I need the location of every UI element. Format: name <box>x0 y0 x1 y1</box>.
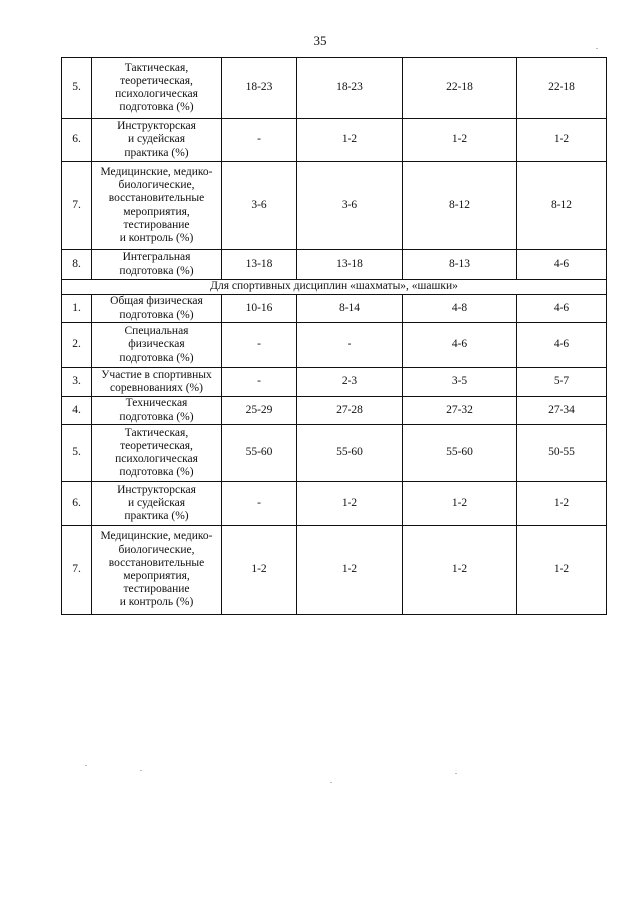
value-cell: 1-2 <box>403 119 517 162</box>
table-row <box>62 425 607 482</box>
training-ratio-table <box>61 57 607 615</box>
row-label-line: подготовка (%) <box>119 264 194 277</box>
row-label-line: восстановительные <box>108 556 205 569</box>
table-row <box>62 526 607 615</box>
value-cell: 3-5 <box>403 368 517 397</box>
row-label-line: Специальная <box>124 325 189 338</box>
value-cell: 22-18 <box>403 58 517 119</box>
row-label-line: биологические, <box>118 179 195 192</box>
value-cell: 4-6 <box>517 323 607 368</box>
row-label-line: и судейская <box>127 496 186 509</box>
value-cell: 55-60 <box>222 425 297 482</box>
row-label-line: подготовка (%) <box>119 351 194 364</box>
value-cell: 27-28 <box>297 397 403 425</box>
value-cell: 3-6 <box>222 162 297 250</box>
row-number: 3. <box>62 368 92 397</box>
value-cell: 1-2 <box>517 482 607 526</box>
table-row <box>62 162 607 250</box>
row-label-line: тестирование <box>123 218 190 231</box>
value-cell: - <box>222 119 297 162</box>
row-label-line: Медицинские, медико- <box>100 530 213 543</box>
row-label-line: Медицинские, медико- <box>100 165 213 178</box>
value-cell: 13-18 <box>222 250 297 280</box>
value-cell: 3-6 <box>297 162 403 250</box>
value-cell: - <box>222 323 297 368</box>
row-number: 4. <box>62 397 92 425</box>
table-row <box>62 368 607 397</box>
row-number: 5. <box>62 425 92 482</box>
value-cell: 4-6 <box>517 250 607 280</box>
row-label-line: Общая физическая <box>110 295 203 308</box>
value-cell: 55-60 <box>297 425 403 482</box>
row-label-line: подготовка (%) <box>119 101 194 114</box>
value-cell: - <box>222 482 297 526</box>
value-cell: 1-2 <box>517 119 607 162</box>
row-label <box>92 58 222 119</box>
value-cell: 4-6 <box>517 295 607 323</box>
value-cell: 4-6 <box>403 323 517 368</box>
value-cell: 8-13 <box>403 250 517 280</box>
row-label <box>92 397 222 425</box>
row-label-line: восстановительные <box>108 192 205 205</box>
row-number: 5. <box>62 58 92 119</box>
row-label-line: практика (%) <box>124 510 189 523</box>
value-cell: 5-7 <box>517 368 607 397</box>
value-cell: 1-2 <box>297 482 403 526</box>
row-label-line: Участие в спортивных <box>101 368 212 381</box>
row-label-line: и контроль (%) <box>119 596 194 609</box>
row-label-line: биологические, <box>118 543 195 556</box>
table-row <box>62 397 607 425</box>
row-label-line: теоретическая, <box>120 74 193 87</box>
row-label <box>92 482 222 526</box>
row-label-line: Интегральная <box>122 251 191 264</box>
value-cell: 1-2 <box>297 526 403 615</box>
table-row <box>62 250 607 280</box>
row-label-line: мероприятия, <box>123 205 190 218</box>
row-label-line: тестирование <box>123 583 190 596</box>
row-label <box>92 323 222 368</box>
value-cell: 18-23 <box>297 58 403 119</box>
row-label-line: Тактическая, <box>124 61 189 74</box>
value-cell: 50-55 <box>517 425 607 482</box>
row-label-line: Техническая <box>125 397 188 410</box>
section-heading: Для спортивных дисциплин «шахматы», «шашки» <box>62 280 607 295</box>
row-label-line: и контроль (%) <box>119 231 194 244</box>
value-cell: 1-2 <box>222 526 297 615</box>
row-number: 6. <box>62 482 92 526</box>
row-number: 7. <box>62 162 92 250</box>
value-cell: 1-2 <box>517 526 607 615</box>
row-label-line: мероприятия, <box>123 570 190 582</box>
value-cell: 27-34 <box>517 397 607 425</box>
row-label-line: практика (%) <box>124 146 189 159</box>
page-number: 35 <box>313 33 327 48</box>
value-cell: 10-16 <box>222 295 297 323</box>
value-cell: 25-29 <box>222 397 297 425</box>
row-label-line: теоретическая, <box>120 439 193 452</box>
row-label-line: подготовка (%) <box>119 466 194 479</box>
row-label-line: психологическая <box>115 453 198 465</box>
value-cell: 55-60 <box>403 425 517 482</box>
row-label-line: Инструкторская <box>117 483 196 496</box>
value-cell: 8-12 <box>517 162 607 250</box>
row-label-line: психологическая <box>115 88 198 100</box>
row-label-line: подготовка (%) <box>119 308 194 321</box>
row-label <box>92 295 222 323</box>
row-label-line: подготовка (%) <box>119 410 194 423</box>
value-cell: 1-2 <box>297 119 403 162</box>
row-label-line: Тактическая, <box>124 426 189 439</box>
row-label-line: физическая <box>128 338 185 351</box>
table-row <box>62 323 607 368</box>
section-heading-row <box>62 280 607 295</box>
value-cell: 4-8 <box>403 295 517 323</box>
row-label-line: и судейская <box>127 133 186 146</box>
value-cell: 1-2 <box>403 482 517 526</box>
row-label-line: Инструкторская <box>117 120 196 133</box>
row-label <box>92 119 222 162</box>
value-cell: 2-3 <box>297 368 403 397</box>
value-cell: 13-18 <box>297 250 403 280</box>
value-cell: 1-2 <box>403 526 517 615</box>
value-cell: 8-14 <box>297 295 403 323</box>
row-label <box>92 425 222 482</box>
row-label <box>92 162 222 250</box>
table-row <box>62 58 607 119</box>
value-cell: - <box>222 368 297 397</box>
row-label <box>92 250 222 280</box>
row-number: 2. <box>62 323 92 368</box>
row-label <box>92 368 222 397</box>
row-number: 8. <box>62 250 92 280</box>
value-cell: 18-23 <box>222 58 297 119</box>
row-label <box>92 526 222 615</box>
row-number: 1. <box>62 295 92 323</box>
value-cell: 27-32 <box>403 397 517 425</box>
value-cell: 22-18 <box>517 58 607 119</box>
table-row <box>62 295 607 323</box>
row-number: 6. <box>62 119 92 162</box>
table-row <box>62 482 607 526</box>
table-row <box>62 119 607 162</box>
value-cell: - <box>297 323 403 368</box>
row-label-line: соревнованиях (%) <box>110 382 203 394</box>
row-number: 7. <box>62 526 92 615</box>
value-cell: 8-12 <box>403 162 517 250</box>
